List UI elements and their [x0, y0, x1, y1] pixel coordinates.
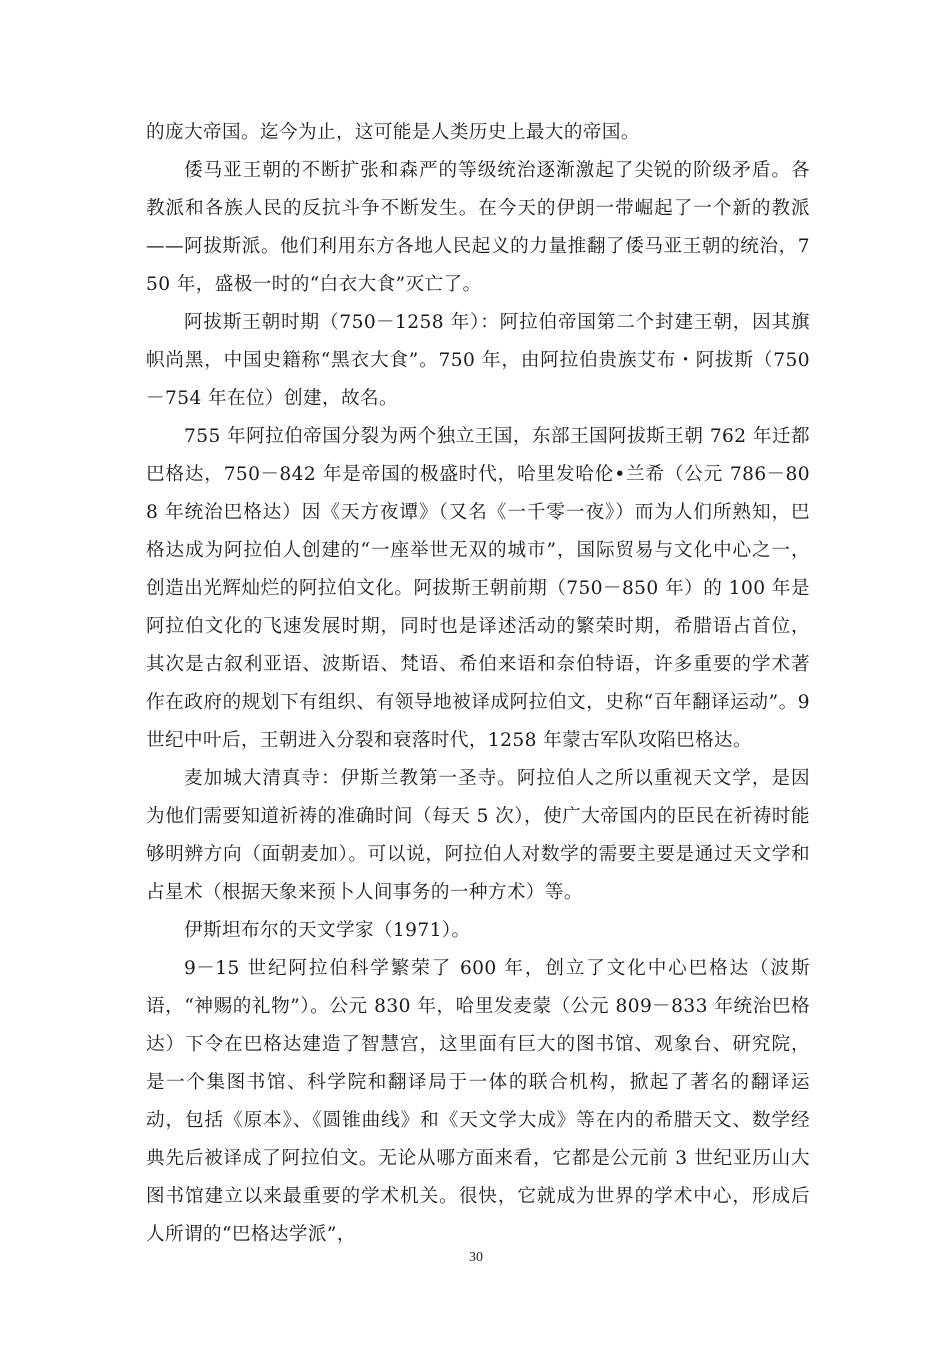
paragraph-1: 的庞大帝国。迄今为止，这可能是人类历史上最大的帝国。: [146, 122, 640, 143]
paragraph-3: 阿拔斯王朝时期（750－1258 年）：阿拉伯帝国第二个封建王朝，因其旗帜尚黑，中国史籍称“黑衣大食”。750 年，由阿拉伯贵族艾布・阿拔斯（750－754 年在位）创建，故名。: [146, 312, 810, 409]
paragraph-6: 伊斯坦布尔的天文学家（1971）。: [184, 920, 471, 941]
paragraph-5: 麦加城大清真寺：伊斯兰教第一圣寺。阿拉伯人之所以重视天文学，是因为他们需要知道祈祷的准确时间（每天 5 次），使广大帝国内的臣民在祈祷时能够明辨方向（面朝麦加）。可以说，阿拉伯人对数学的需要主要是通过天文学和占星术（根据天象来预卜人间事务的一种方术）等。: [146, 768, 810, 903]
page-number: 30: [469, 1250, 483, 1265]
paragraph-2: 倭马亚王朝的不断扩张和森严的等级统治逐渐激起了尖锐的阶级矛盾。各教派和各族人民的反抗斗争不断发生。在今天的伊朗一带崛起了一个新的教派——阿拔斯派。他们利用东方各地人民起义的力量推翻了倭马亚王朝的统治，750 年，盛极一时的“白衣大食”灭亡了。: [146, 160, 810, 295]
body-text: [146, 114, 810, 1254]
paragraph-4: 755 年阿拉伯帝国分裂为两个独立王国，东部王国阿拔斯王朝 762 年迁都巴格达，750－842 年是帝国的极盛时代，哈里发哈伦•兰希（公元 786－808 年统治巴格达）因《天方夜谭》（又名《一千零一夜》）而为人们所熟知，巴格达成为阿拉伯人创建的“一座举世无双的城市”，国际贸易与文化中心之一，创造出光辉灿烂的阿拉伯文化。阿拔斯王朝前期（750－850 年）的 100 年是阿拉伯文化的飞速发展时期，同时也是译述活动的繁荣时期，希腊语占首位，其次是古叙利亚语、波斯语、梵语、希伯来语和奈伯特语，许多重要的学术著作在政府的规划下有组织、有领导地被译成阿拉伯文，史称“百年翻译运动”。9 世纪中叶后，王朝进入分裂和衰落时代，1258 年蒙古军队攻陷巴格达。: [146, 426, 810, 751]
paragraph-7: 9－15 世纪阿拉伯科学繁荣了 600 年，创立了文化中心巴格达（波斯语，“神赐的礼物”）。公元 830 年，哈里发麦蒙（公元 809－833 年统治巴格达）下令在巴格达建造了智慧宫，这里面有巨大的图书馆、观象台、研究院，是一个集图书馆、科学院和翻译局于一体的联合机构，掀起了著名的翻译运动，包括《原本》、《圆锥曲线》和《天文学大成》等在内的希腊天文、数学经典先后被译成了阿拉伯文。无论从哪方面来看，它都是公元前 3 世纪亚历山大图书馆建立以来最重要的学术机关。很快，它就成为世界的学术中心，形成后人所谓的“巴格达学派”，: [146, 958, 810, 1245]
